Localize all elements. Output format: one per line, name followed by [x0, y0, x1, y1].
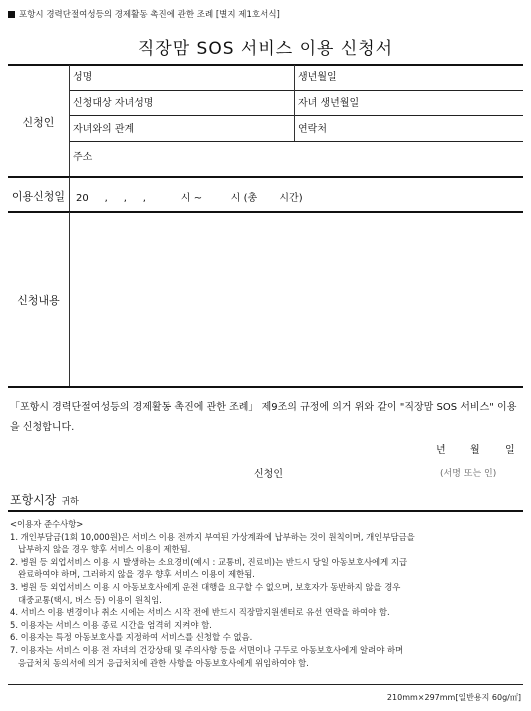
row-divider	[69, 141, 523, 142]
declaration-text: 「포항시 경력단절여성등의 경제활동 촉진에 관한 조례」 제9조의 규정에 의거 위와 같이 "직장맘 SOS 서비스" 이용을 신청합니다.	[10, 402, 517, 433]
notice-bottom-border	[8, 684, 523, 685]
notice-title: <이용자 준수사항>	[10, 519, 84, 529]
signature-hint: (서명 또는 인)	[440, 469, 497, 479]
section-divider	[8, 176, 523, 178]
day-label: 일	[505, 445, 515, 456]
header-text: 포항시 경력단절여성등의 경제활동 촉진에 관한 조례 [별지 제1호서식]	[19, 10, 280, 20]
column-divider	[69, 177, 70, 211]
contact-field[interactable]: 연락처	[298, 124, 327, 135]
notice-item: 7. 이용자는 서비스 이용 전 자녀의 건강상태 및 주의사항 등을 서면이나 구두로 아동보호사에게 알려야 하며	[10, 644, 404, 655]
notice-item: 2. 병원 등 외업서비스 이용 시 발생하는 소요경비(예시 : 교통비, 진료비)는 반드시 당일 아동보호사에게 지급	[10, 556, 408, 567]
child-name-field[interactable]: 신청대상 자녀성명	[73, 98, 154, 109]
row-divider	[69, 90, 523, 91]
recipient-name: 포항시장	[10, 493, 57, 507]
recipient-suffix: 귀하	[61, 497, 79, 507]
usage-date-label: 이용신청일	[11, 190, 66, 203]
month-label: 월	[470, 445, 480, 456]
table-bottom-border	[8, 386, 523, 388]
child-birth-date-field[interactable]: 자녀 생년월일	[298, 98, 360, 109]
notice-item: 3. 병원 등 외업서비스 이용 시 아동보호사에게 운전 대행을 요구할 수 없으며, 보호자가 동반하지 않을 경우	[10, 581, 401, 592]
row-divider	[69, 115, 523, 116]
relation-field[interactable]: 자녀와의 관계	[73, 124, 135, 135]
request-content-area[interactable]	[70, 212, 522, 385]
notice-item: 1. 개인부담금(1회 10,000원)은 서비스 이용 전까지 부여된 가상계좌에 납부하는 것이 원칙이며, 개인부담금을	[10, 531, 415, 542]
notice-item: 응급처치 동의서에 의거 응급처치에 관한 사항을 아동보호사에게 위임하여야 함.	[10, 657, 309, 668]
address-field[interactable]: 주소	[73, 152, 93, 163]
form-title: 직장맘 SOS 서비스 이용 신청서	[137, 39, 394, 59]
request-content-label: 신청내용	[17, 294, 60, 307]
notice-item: 5. 이용자는 서비스 이용 종료 시간을 엄격히 지켜야 함.	[10, 619, 212, 630]
notice-top-border	[8, 510, 523, 512]
notice-box	[10, 518, 522, 669]
notice-item: 완료하여야 하며, 그러하지 않을 경우 향후 서비스 이용이 제한됨.	[10, 569, 255, 580]
name-field[interactable]: 성명	[73, 72, 93, 83]
table-top-border	[8, 64, 523, 66]
square-bullet-icon	[8, 11, 15, 18]
form-header	[8, 8, 280, 20]
applicant-section-label: 신청인	[22, 116, 55, 129]
column-divider	[294, 65, 295, 141]
usage-date-field[interactable]: 20 , , , 시 ~ 시 (총 시간)	[76, 193, 303, 204]
notice-item: 6. 이용자는 특정 아동보호사를 지정하여 서비스를 신청할 수 없음.	[10, 632, 253, 643]
year-label: 년	[436, 445, 446, 456]
notice-item: 납부하지 않을 경우 향후 서비스 이용이 제한됨.	[10, 544, 191, 555]
signature-label: 신청인	[254, 469, 283, 480]
column-divider	[69, 65, 70, 176]
notice-item: 대중교통(택시, 버스 등) 이용이 원칙임.	[10, 594, 162, 605]
notice-item: 4. 서비스 이용 변경이나 취소 시에는 서비스 시작 전에 반드시 직장맘지원센터로 유선 연락을 하여야 함.	[10, 607, 390, 618]
birth-date-field[interactable]: 생년월일	[298, 72, 337, 83]
paper-spec: 210mm×297mm[일반용지 60g/㎡]	[386, 693, 521, 702]
recipient	[10, 489, 79, 508]
